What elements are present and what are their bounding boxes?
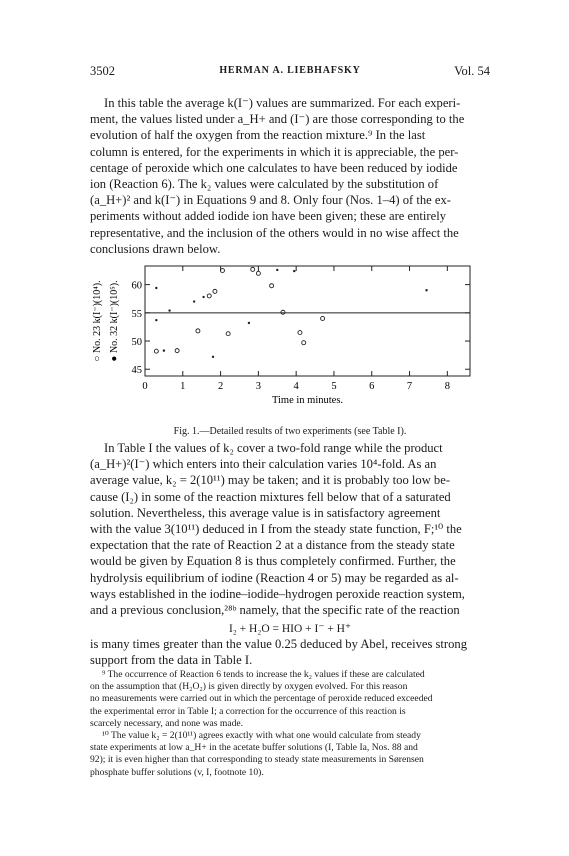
data-point-no32 bbox=[212, 356, 214, 358]
data-point-no23 bbox=[154, 349, 158, 353]
data-point-no32 bbox=[202, 296, 204, 298]
x-axis-label: Time in minutes. bbox=[271, 395, 344, 406]
footnote-line: on the assumption that (H₂O₂) is given directly by oxygen evolved. For this reason bbox=[90, 681, 408, 693]
footnote-line: state experiments at low a_H+ in the acetate buffer solutions (I, Table Ia, Nos. 88 and bbox=[90, 742, 418, 754]
text-line: solution. Nevertheless, this average value is in satisfactory agreement bbox=[90, 505, 441, 520]
text-line: (a_H+)² and k(I⁻) in Equations 9 and 8. Only four (Nos. 1–4) of the ex- bbox=[90, 193, 451, 208]
x-tick-label: 0 bbox=[142, 381, 148, 392]
plot-axes bbox=[132, 266, 471, 392]
data-point-no32 bbox=[155, 287, 157, 289]
figure-1 bbox=[85, 258, 485, 422]
running-author: HERMAN A. LIEBHAFSKY bbox=[219, 65, 361, 76]
text-line: is many times greater than the value 0.25 deduced by Abel, receives strong bbox=[90, 637, 467, 651]
data-point-no23 bbox=[256, 271, 260, 275]
page-number: 3502 bbox=[90, 64, 115, 78]
volume-label: Vol. 54 bbox=[454, 64, 490, 78]
reaction-equation: I₂ + H₂O = HIO + I⁻ + H⁺ bbox=[228, 623, 352, 635]
data-point-no23 bbox=[270, 284, 274, 288]
text-line: ion (Reaction 6). The k₂ values were calculated by the substitution of bbox=[90, 176, 439, 191]
data-point-no32 bbox=[293, 270, 295, 272]
footnote-line: the experimental error in Table I; a correction for the occurrence of this reaction is bbox=[90, 705, 406, 717]
data-point-no32 bbox=[193, 300, 195, 302]
x-tick-label: 1 bbox=[180, 381, 186, 392]
text-line: In Table I the values of k₂ cover a two-fold range while the product bbox=[104, 441, 443, 455]
y-axis-label-no23: ○ No. 23 k(I⁻)(10⁴). bbox=[92, 280, 103, 362]
data-point-no32 bbox=[425, 289, 427, 291]
data-point-no32 bbox=[155, 319, 157, 321]
footnote-line: no measurements were carried out in which the percentage of peroxide reduced exceeded bbox=[90, 693, 433, 705]
data-point-no23 bbox=[298, 331, 302, 335]
data-point-no23 bbox=[302, 341, 306, 345]
text-line: cause (I₂) in some of the reaction mixtures fell below that of a saturated bbox=[90, 489, 451, 504]
text-line: would be given by Equation 8 is thus completely confirmed. Further, the bbox=[90, 554, 456, 569]
y-tick-label: 45 bbox=[131, 365, 142, 377]
text-line: and a previous conclusion,²⁸ᵇ namely, that the specific rate of the reaction bbox=[90, 602, 460, 617]
y-tick-label: 55 bbox=[131, 308, 142, 320]
data-point-no23 bbox=[196, 329, 200, 333]
footnote-line: scarcely necessary, and none was made. bbox=[90, 717, 244, 729]
intro-paragraph bbox=[90, 95, 490, 257]
text-line: (a_H+)²(I⁻) which enters into their calculation varies 10⁴-fold. As an bbox=[90, 457, 437, 472]
data-point-no23 bbox=[226, 332, 230, 336]
text-line: ment, the values listed under a_H+ and (I⁻) are those corresponding to the bbox=[90, 112, 465, 127]
text-line: periments without added iodide ion have been given; these are entirely bbox=[90, 209, 447, 224]
text-line: support from the data in Table I. bbox=[90, 653, 253, 668]
body-paragraph bbox=[90, 440, 490, 618]
text-line: expectation that the rate of Reaction 2 at a distance from the steady state bbox=[90, 538, 455, 553]
text-line: hydrolysis equilibrium of iodine (Reaction 4 or 5) may be regarded as al- bbox=[90, 570, 459, 585]
footnotes bbox=[90, 669, 490, 779]
text-line: In this table the average k(I⁻) values are summarized. For each experi- bbox=[104, 96, 461, 110]
data-point-no23 bbox=[207, 294, 211, 298]
running-header bbox=[90, 64, 490, 80]
y-tick-label: 50 bbox=[131, 337, 142, 349]
x-tick-label: 7 bbox=[406, 381, 413, 392]
x-tick-label: 3 bbox=[255, 381, 261, 392]
text-line: average value, k₂ = 2(10¹¹) may be taken; and it is probably too low be- bbox=[90, 473, 451, 488]
footnote-line: phosphate buffer solutions (v, I, footnote 10). bbox=[90, 766, 264, 778]
data-point-no23 bbox=[321, 316, 325, 320]
plot-frame bbox=[145, 266, 470, 376]
data-point-no32 bbox=[276, 269, 278, 271]
x-tick-label: 4 bbox=[293, 381, 299, 392]
footnote-line: ¹⁰ The value k₂ = 2(10¹¹) agrees exactly with what one would calculate from steady bbox=[102, 729, 421, 741]
data-point-no23 bbox=[281, 310, 285, 314]
x-tick-label: 6 bbox=[369, 381, 375, 392]
data-point-no32 bbox=[163, 349, 165, 351]
x-tick-label: 8 bbox=[444, 381, 450, 392]
data-point-no32 bbox=[248, 322, 250, 324]
text-line: representative, and the inclusion of the others would in no wise affect the bbox=[90, 225, 459, 240]
text-line: evolution of half the oxygen from the reaction mixture.⁹ In the last bbox=[90, 128, 426, 143]
text-line: centage of peroxide which one calculates to have been reduced by iodide bbox=[90, 160, 458, 175]
data-point-no23 bbox=[175, 349, 179, 353]
y-tick-label: 60 bbox=[131, 280, 142, 292]
data-point-no23 bbox=[251, 267, 255, 271]
footnote-line: 92); it is even higher than that corresponding to steady state measurements in Sørensen bbox=[90, 754, 424, 766]
x-tick-label: 2 bbox=[217, 381, 224, 392]
data-point-no32 bbox=[168, 309, 170, 311]
closing-paragraph bbox=[90, 636, 490, 668]
footnote-line: ⁹ The occurrence of Reaction 6 tends to increase the k₂ values if these are calculated bbox=[102, 669, 425, 680]
text-line: column is entered, for the experiments in which it is appreciable, the per- bbox=[90, 144, 459, 159]
data-point-no23 bbox=[213, 289, 217, 293]
x-tick-label: 5 bbox=[331, 381, 337, 392]
figure-caption: Fig. 1.—Detailed results of two experiments (see Table I). bbox=[173, 426, 407, 437]
y-axis-label-no32: ● No. 32 k(I⁻)(10⁵). bbox=[109, 280, 120, 362]
text-line: ways established in the iodine–iodide–hydrogen peroxide reaction system, bbox=[90, 586, 465, 601]
text-line: conclusions drawn below. bbox=[90, 241, 221, 256]
text-line: with the value 3(10¹¹) deduced in I from the steady state function, F;¹⁰ the bbox=[90, 521, 462, 536]
